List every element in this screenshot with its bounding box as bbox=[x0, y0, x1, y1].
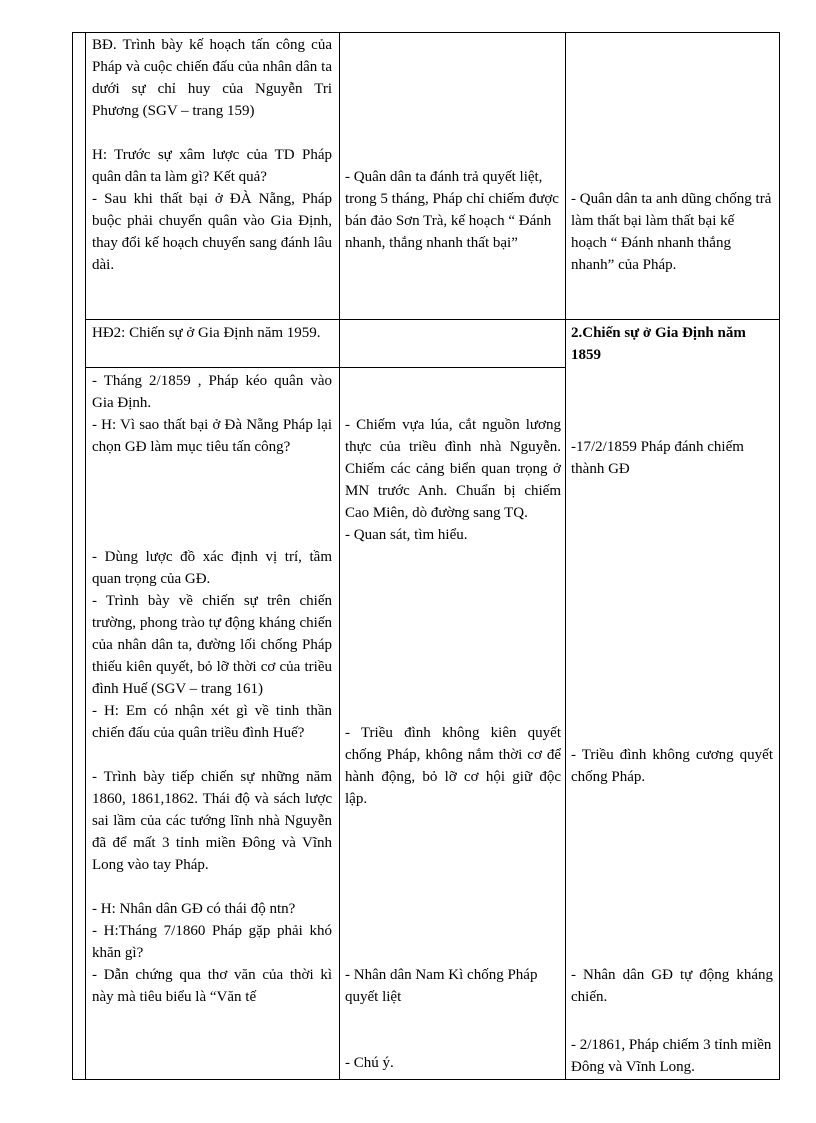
table-cell bbox=[571, 964, 773, 1008]
cell-text: - H: Vì sao thất bại ở Đà Nẵng Pháp lại chọn GĐ làm mục tiêu tấn công? bbox=[92, 417, 332, 455]
table-row-divider bbox=[85, 319, 780, 320]
table-cell bbox=[571, 744, 773, 788]
table-cell bbox=[92, 34, 332, 276]
cell-text: - Nhân dân GĐ tự động kháng chiến. bbox=[571, 967, 773, 1005]
lesson-table bbox=[72, 32, 780, 1080]
cell-text: - Dùng lược đồ xác định vị trí, tầm quan trọng của GĐ. bbox=[92, 549, 332, 587]
table-cell bbox=[345, 1052, 561, 1074]
table-cell bbox=[92, 322, 332, 344]
table-cell bbox=[345, 722, 561, 810]
cell-text: - Chú ý. bbox=[345, 1055, 394, 1071]
table-border-left bbox=[72, 32, 73, 1080]
table-cell bbox=[571, 188, 773, 276]
cell-text: - H: Em có nhận xét gì về tinh thần chiến đấu của quân triều đình Huế? bbox=[92, 703, 332, 741]
table-cell bbox=[571, 322, 775, 366]
cell-text: - 2/1861, Pháp chiếm 3 tỉnh miền Đông và Vĩnh Long. bbox=[571, 1037, 772, 1075]
table-border-bottom bbox=[72, 1079, 780, 1080]
cell-text: - Quan sát, tìm hiểu. bbox=[345, 527, 468, 543]
table-border-right bbox=[779, 32, 780, 1080]
table-cell bbox=[345, 166, 561, 254]
cell-text: - H: Nhân dân GĐ có thái độ ntn? bbox=[92, 901, 296, 917]
cell-text: - Dẫn chứng qua thơ văn của thời kì này mà tiêu biểu là “Văn tế bbox=[92, 967, 332, 1005]
table-border-top bbox=[72, 32, 780, 33]
cell-text: H: Trước sự xâm lược của TD Pháp quân dân ta làm gì? Kết quả? bbox=[92, 147, 332, 185]
section-heading: HĐ2: Chiến sự ở Gia Định năm 1959. bbox=[92, 325, 321, 341]
cell-text: - Tháng 2/1859 , Pháp kéo quân vào Gia Định. bbox=[92, 373, 332, 411]
cell-text: - Trình bày tiếp chiến sự những năm 1860, 1861,1862. Thái độ và sách lược sai lầm của các tướng lĩnh nhà Nguyễn đã để mất 3 tỉnh miền Đông và Vĩnh Long vào tay Pháp. bbox=[92, 769, 332, 873]
table-column-divider bbox=[85, 32, 86, 1080]
cell-text: - H:Tháng 7/1860 Pháp gặp phải khó khăn gì? bbox=[92, 923, 332, 961]
section-title: 2.Chiến sự ở Gia Định năm 1859 bbox=[571, 325, 746, 363]
table-cell bbox=[571, 436, 773, 480]
cell-text: - Sau khi thất bại ở ĐÀ Nẵng, Pháp buộc phải chuyển quân vào Gia Định, thay đổi kế hoạch chuyển sang đánh lâu dài. bbox=[92, 191, 332, 273]
cell-text: - Chiếm vựa lúa, cắt nguồn lương thực của triều đình nhà Nguyễn. Chiếm các cảng biển quan trọng ở MN trước Anh. Chuẩn bị chiếm Cao Miên, dò đường sang TQ. bbox=[345, 417, 561, 521]
cell-text: - Triều đình không kiên quyết chống Pháp, không nắm thời cơ để hành động, bỏ lỡ cơ hội giữ độc lập. bbox=[345, 725, 561, 807]
cell-text: - Quân dân ta đánh trả quyết liệt, trong 5 tháng, Pháp chỉ chiếm được bán đảo Sơn Trà, kế hoạch “ Đánh nhanh, thắng nhanh thất bại” bbox=[345, 169, 559, 251]
cell-text: - Quân dân ta anh dũng chống trả làm thất bại làm thất bại kế hoạch “ Đánh nhanh thắng nhanh” của Pháp. bbox=[571, 191, 772, 273]
cell-text: - Triều đình không cương quyết chống Pháp. bbox=[571, 747, 773, 785]
table-column-divider bbox=[565, 32, 566, 1080]
cell-text: - Trình bày về chiến sự trên chiến trường, phong trào tự động kháng chiến của nhân dân ta, đường lối chống Pháp thiếu kiên quyết, bỏ lỡ thời cơ của triều đình Huế (SGV – trang 161) bbox=[92, 593, 332, 697]
table-row-divider bbox=[85, 367, 566, 368]
cell-text: -17/2/1859 Pháp đánh chiếm thành GĐ bbox=[571, 439, 744, 477]
cell-text: - Nhân dân Nam Kì chống Pháp quyết liệt bbox=[345, 967, 538, 1005]
table-cell bbox=[345, 414, 561, 546]
table-cell bbox=[92, 370, 332, 1008]
table-column-divider bbox=[339, 32, 340, 1080]
cell-text: BĐ. Trình bày kế hoạch tấn công của Pháp và cuộc chiến đấu của nhân dân ta dưới sự chỉ huy của Nguyễn Tri Phương (SGV – trang 159) bbox=[92, 37, 332, 119]
table-cell bbox=[345, 964, 561, 1008]
table-cell bbox=[571, 1034, 773, 1078]
